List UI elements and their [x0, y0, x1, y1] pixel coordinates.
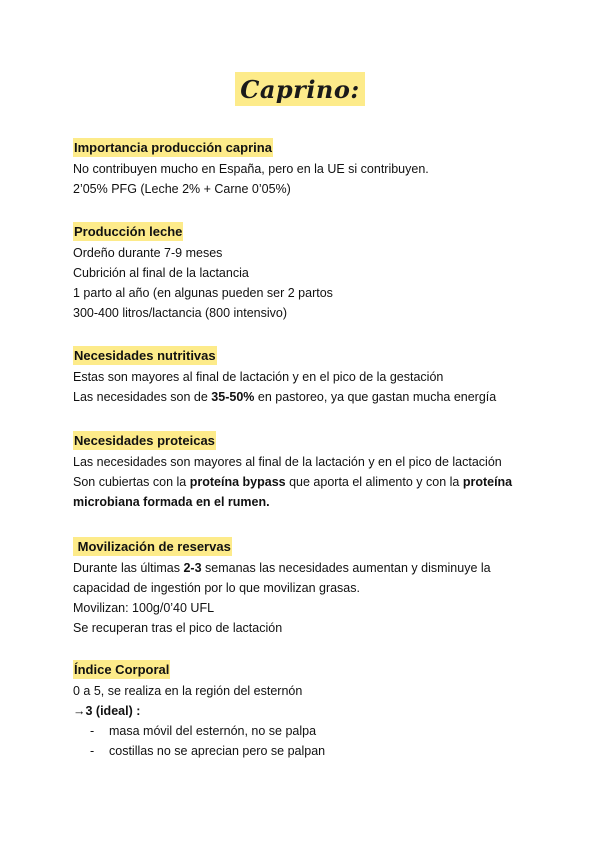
- section-indice-corporal: [73, 660, 543, 761]
- text-run: semanas las necesidades aumentan y disminuye la: [201, 561, 491, 575]
- list-item: [73, 741, 543, 761]
- section-necesidades-nutritivas: [73, 346, 543, 407]
- text-line: Estas son mayores al final de lactación y en el pico de la gestación: [73, 370, 444, 384]
- text-run: que aporta el alimento y con la: [285, 475, 463, 489]
- section-heading: Necesidades proteicas: [74, 433, 215, 448]
- text-line: →3 (ideal) :: [73, 704, 141, 718]
- text-line: 300-400 litros/lactancia (800 intensivo): [73, 306, 288, 320]
- bold-run: 35-50%: [211, 390, 255, 404]
- text-line: [73, 472, 543, 492]
- section-heading: Índice Corporal: [74, 662, 170, 677]
- title-wrap: [0, 72, 600, 106]
- text-run: Las necesidades son de: [73, 390, 212, 404]
- section-produccion-leche: [73, 222, 543, 323]
- section-heading: Movilización de reservas: [74, 539, 231, 554]
- text-line: capacidad de ingestión por lo que movilizan grasas.: [73, 581, 360, 595]
- text-line: Ordeño durante 7-9 meses: [73, 246, 223, 260]
- text-line: [73, 387, 543, 407]
- page-title: Caprino:: [235, 72, 365, 106]
- text-run: en pastoreo, ya que gastan mucha energía: [254, 390, 497, 404]
- list-item-text: masa móvil del esternón, no se palpa: [109, 724, 317, 738]
- text-run: Durante las últimas: [73, 561, 184, 575]
- text-line: Las necesidades son mayores al final de la lactación y en el pico de lactación: [73, 455, 502, 469]
- section-importancia: [73, 138, 543, 199]
- bullet-dash: -: [90, 744, 95, 758]
- text-line: 1 parto al año (en algunas pueden ser 2 partos: [73, 286, 333, 300]
- text-line: No contribuyen mucho en España, pero en la UE si contribuyen.: [73, 162, 429, 176]
- section-heading: Importancia producción caprina: [74, 140, 272, 155]
- section-necesidades-proteicas: [73, 431, 543, 512]
- bold-run: 2-3: [183, 561, 202, 575]
- text-line: Cubrición al final de la lactancia: [73, 266, 249, 280]
- list-item-text: costillas no se aprecian pero se palpan: [109, 744, 326, 758]
- text-line: 2’05% PFG (Leche 2% + Carne 0’05%): [73, 182, 291, 196]
- text-line: 0 a 5, se realiza en la región del esternón: [73, 684, 303, 698]
- list-item: [73, 721, 543, 741]
- text-line: microbiana formada en el rumen.: [73, 495, 270, 509]
- bold-run: proteína: [462, 475, 513, 489]
- bullet-dash: -: [90, 724, 95, 738]
- section-heading: Necesidades nutritivas: [74, 348, 216, 363]
- text-run: Son cubiertas con la: [73, 475, 190, 489]
- text-line: Se recuperan tras el pico de lactación: [73, 621, 283, 635]
- text-line: [73, 558, 543, 578]
- section-heading: Producción leche: [74, 224, 183, 239]
- bold-run: proteína bypass: [189, 475, 286, 489]
- text-line: Movilizan: 100g/0’40 UFL: [73, 601, 215, 615]
- section-movilizacion-reservas: [73, 537, 543, 638]
